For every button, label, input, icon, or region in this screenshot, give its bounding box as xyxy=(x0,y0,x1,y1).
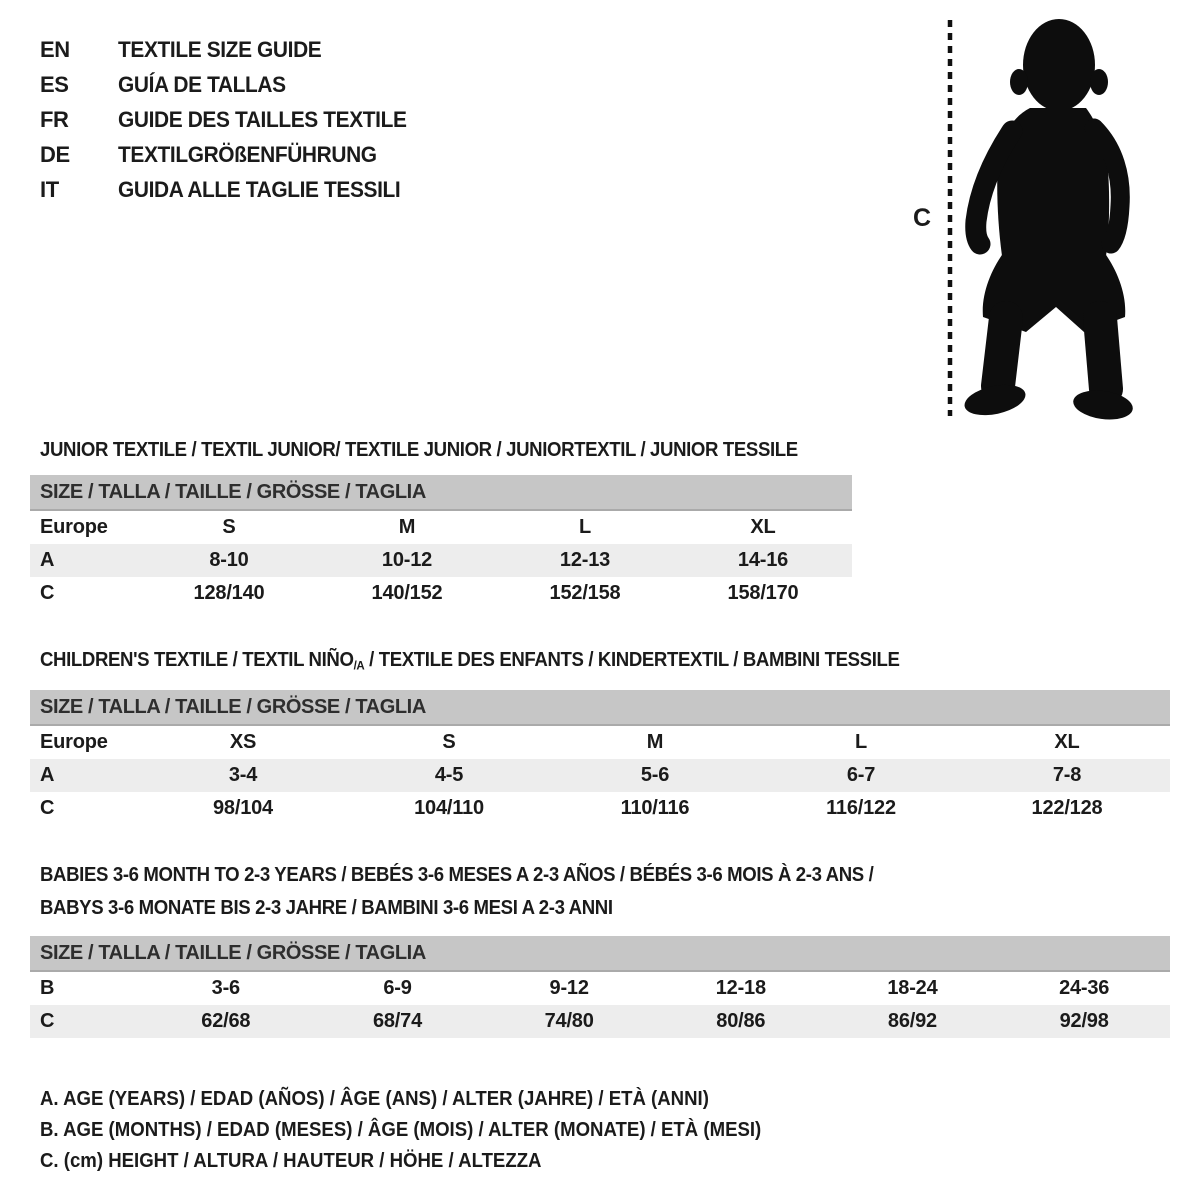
children-europe-row xyxy=(30,725,1170,759)
height-cell: 122/128 xyxy=(1031,797,1103,820)
legend-line-age-years xyxy=(40,1084,1200,1115)
size-col-header: L xyxy=(578,516,592,538)
language-row xyxy=(40,172,422,207)
header-section xyxy=(0,0,1200,418)
row-label: B xyxy=(40,977,55,1000)
age-cell: 3-4 xyxy=(228,764,258,787)
height-cell: 158/170 xyxy=(727,582,799,604)
size-header-label: SIZE / TALLA / TAILLE / GRÖSSE / TAGLIA xyxy=(30,690,1170,725)
row-label: C xyxy=(40,797,55,820)
legend-line-height-text: C. (cm) HEIGHT / ALTURA / HAUTEUR / HÖHE / ALTEZZA xyxy=(40,1150,542,1173)
junior-europe-row xyxy=(30,510,852,544)
row-label: A xyxy=(40,549,55,571)
size-col-header: S xyxy=(222,516,236,538)
months-cell: 3-6 xyxy=(211,977,240,1000)
age-cell: 6-7 xyxy=(846,764,876,787)
babies-size-header-row xyxy=(30,936,1170,971)
junior-section-title xyxy=(40,438,1200,462)
babies-title-line1: BABIES 3-6 MONTH TO 2-3 YEARS / BEBÉS 3-6 MESES A 2-3 AÑOS / BÉBÉS 3-6 MOIS À 2-3 ANS / xyxy=(40,864,874,887)
language-code: DE xyxy=(40,142,70,167)
age-cell: 14-16 xyxy=(737,549,789,571)
language-title: TEXTILE SIZE GUIDE xyxy=(118,37,322,62)
children-size-table xyxy=(30,690,1170,825)
age-cell: 4-5 xyxy=(434,764,464,787)
language-title: GUIDA ALLE TAGLIE TESSILI xyxy=(118,177,401,202)
children-section-title-text xyxy=(40,648,900,677)
babies-months-row xyxy=(30,971,1170,1005)
legend-line-age-years-text: A. AGE (YEARS) / EDAD (AÑOS) / ÂGE (ANS) / ALTER (JAHRE) / ETÀ (ANNI) xyxy=(40,1088,709,1111)
height-cell: 68/74 xyxy=(372,1010,423,1033)
size-col-header: S xyxy=(442,731,456,754)
height-dashed-line-icon xyxy=(946,18,954,418)
height-cell: 98/104 xyxy=(213,797,273,820)
children-age-row xyxy=(30,759,1170,792)
toddler-silhouette-icon xyxy=(964,16,1142,420)
size-col-header: M xyxy=(646,731,664,754)
children-title-subscript: /A xyxy=(353,658,365,673)
children-title-suffix: / TEXTILE DES ENFANTS / KINDERTEXTIL / BAMBINI TESSILE xyxy=(364,649,900,671)
language-row xyxy=(40,102,422,137)
months-cell: 6-9 xyxy=(383,977,412,1000)
legend xyxy=(40,1084,1200,1177)
babies-height-row xyxy=(30,1005,1170,1038)
months-cell: 9-12 xyxy=(549,977,589,1000)
language-code: ES xyxy=(40,72,69,97)
height-cell: 92/98 xyxy=(1059,1010,1109,1033)
language-row xyxy=(40,137,422,172)
height-cell: 74/80 xyxy=(544,1010,594,1033)
children-section-title xyxy=(40,648,1200,677)
language-title: TEXTILGRÖßENFÜHRUNG xyxy=(118,142,377,167)
legend-line-height xyxy=(40,1146,1200,1177)
size-col-header: XL xyxy=(1054,731,1080,754)
age-cell: 10-12 xyxy=(381,549,433,571)
age-cell: 5-6 xyxy=(640,764,670,787)
months-cell: 18-24 xyxy=(887,977,938,1000)
row-label: Europe xyxy=(40,731,108,754)
months-cell: 24-36 xyxy=(1059,977,1110,1000)
height-cell: 62/68 xyxy=(201,1010,251,1033)
height-cell: 140/152 xyxy=(371,582,443,604)
row-label: C xyxy=(40,1010,55,1033)
children-height-row xyxy=(30,792,1170,825)
size-col-header: XS xyxy=(229,731,257,754)
junior-size-table xyxy=(30,475,852,610)
legend-line-age-months-text: B. AGE (MONTHS) / EDAD (MESES) / ÂGE (MOIS) / ALTER (MONATE) / ETÀ (MESI) xyxy=(40,1119,762,1142)
language-title: GUÍA DE TALLAS xyxy=(118,72,286,97)
language-title: GUIDE DES TAILLES TEXTILE xyxy=(118,107,407,132)
row-label: C xyxy=(40,582,55,604)
row-label: A xyxy=(40,764,55,787)
language-row xyxy=(40,32,422,67)
measure-c-label: C xyxy=(912,203,931,232)
legend-line-age-months xyxy=(40,1115,1200,1146)
age-cell: 8-10 xyxy=(209,549,249,571)
language-title-list xyxy=(40,32,422,418)
size-header-label: SIZE / TALLA / TAILLE / GRÖSSE / TAGLIA xyxy=(30,936,1170,971)
months-cell: 12-18 xyxy=(715,977,766,1000)
language-code: IT xyxy=(40,177,59,202)
height-cell: 86/92 xyxy=(887,1010,937,1033)
size-col-header: XL xyxy=(750,516,776,538)
size-col-header: M xyxy=(398,516,416,538)
language-code: EN xyxy=(40,37,70,62)
height-cell: 104/110 xyxy=(414,797,484,820)
children-title-prefix: CHILDREN'S TEXTILE / TEXTIL NIÑO xyxy=(40,649,354,671)
size-header-label: SIZE / TALLA / TAILLE / GRÖSSE / TAGLIA xyxy=(30,475,852,510)
language-code: FR xyxy=(40,107,69,132)
height-cell: 110/116 xyxy=(620,797,690,820)
height-cell: 152/158 xyxy=(549,582,621,604)
junior-section-title-text: JUNIOR TEXTILE / TEXTIL JUNIOR/ TEXTILE JUNIOR / JUNIORTEXTIL / JUNIOR TESSILE xyxy=(40,439,798,461)
height-measure-figure xyxy=(913,18,1142,418)
junior-size-header-row xyxy=(30,475,852,510)
junior-height-row xyxy=(30,577,852,610)
height-cell: 128/140 xyxy=(193,582,265,604)
junior-age-row xyxy=(30,544,852,577)
children-size-header-row xyxy=(30,690,1170,725)
height-cell: 116/122 xyxy=(826,797,896,820)
language-row xyxy=(40,67,422,102)
size-col-header: L xyxy=(854,731,868,754)
babies-title-line2: BABYS 3-6 MONATE BIS 2-3 JAHRE / BAMBINI 3-6 MESI A 2-3 ANNI xyxy=(40,897,613,920)
babies-section-title xyxy=(40,859,1200,925)
age-cell: 12-13 xyxy=(559,549,611,571)
babies-size-table xyxy=(30,936,1170,1038)
age-cell: 7-8 xyxy=(1052,764,1082,787)
row-label: Europe xyxy=(40,516,108,538)
height-cell: 80/86 xyxy=(716,1010,766,1033)
